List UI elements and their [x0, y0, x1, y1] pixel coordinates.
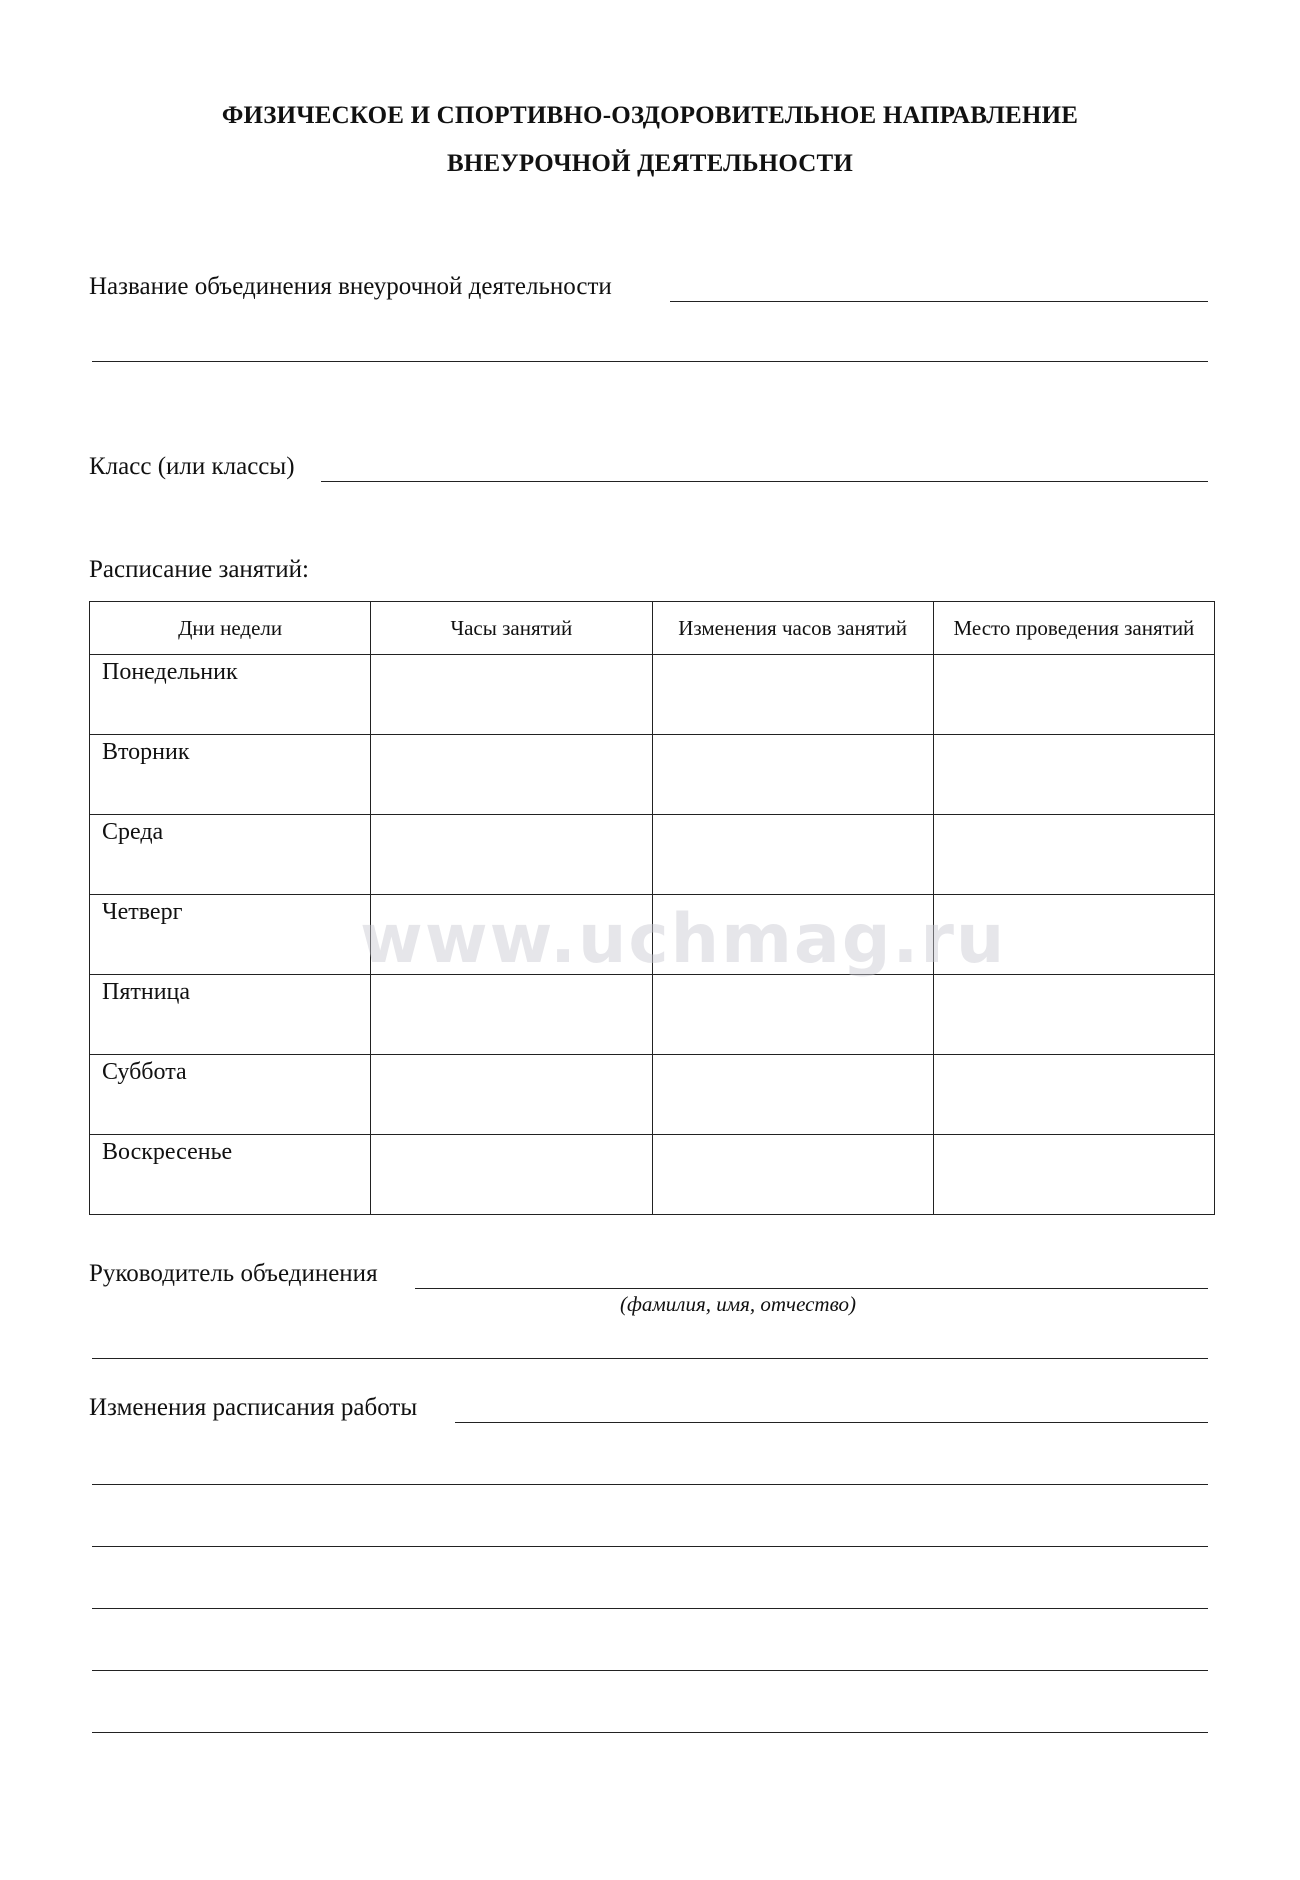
day-cell-thursday: Четверг — [90, 895, 371, 975]
hours-cell[interactable] — [371, 735, 652, 815]
table-row — [90, 655, 1215, 735]
class-label: Класс (или классы) — [89, 453, 295, 480]
location-cell[interactable] — [933, 975, 1214, 1055]
table-row — [90, 735, 1215, 815]
schedule-changes-line[interactable] — [92, 1546, 1208, 1547]
column-header-hour-changes: Изменения часов занятий — [652, 602, 933, 655]
location-cell[interactable] — [933, 1135, 1214, 1215]
schedule-label: Расписание занятий: — [89, 556, 309, 583]
location-cell[interactable] — [933, 735, 1214, 815]
schedule-changes-line[interactable] — [92, 1484, 1208, 1485]
hours-cell[interactable] — [371, 655, 652, 735]
hour-changes-cell[interactable] — [652, 735, 933, 815]
leader-field-continuation[interactable] — [92, 1358, 1208, 1359]
leader-field-hint: (фамилия, имя, отчество) — [620, 1292, 856, 1316]
hours-cell[interactable] — [371, 815, 652, 895]
hours-cell[interactable] — [371, 1135, 652, 1215]
class-field[interactable] — [321, 481, 1208, 482]
column-header-location: Место проведения занятий — [933, 602, 1214, 655]
hour-changes-cell[interactable] — [652, 975, 933, 1055]
leader-label: Руководитель объединения — [89, 1260, 378, 1287]
day-cell-tuesday: Вторник — [90, 735, 371, 815]
day-cell-wednesday: Среда — [90, 815, 371, 895]
hour-changes-cell[interactable] — [652, 895, 933, 975]
schedule-changes-line[interactable] — [92, 1732, 1208, 1733]
day-cell-saturday: Суббота — [90, 1055, 371, 1135]
day-cell-friday: Пятница — [90, 975, 371, 1055]
schedule-changes-label: Изменения расписания работы — [89, 1394, 418, 1421]
hour-changes-cell[interactable] — [652, 1135, 933, 1215]
hours-cell[interactable] — [371, 895, 652, 975]
leader-field[interactable] — [415, 1288, 1208, 1289]
location-cell[interactable] — [933, 815, 1214, 895]
hours-cell[interactable] — [371, 975, 652, 1055]
table-row — [90, 895, 1215, 975]
location-cell[interactable] — [933, 1055, 1214, 1135]
association-name-label: Название объединения внеурочной деятельности — [89, 273, 612, 300]
hour-changes-cell[interactable] — [652, 815, 933, 895]
hour-changes-cell[interactable] — [652, 1055, 933, 1135]
day-cell-sunday: Воскресенье — [90, 1135, 371, 1215]
schedule-changes-line[interactable] — [92, 1608, 1208, 1609]
table-row — [90, 1135, 1215, 1215]
schedule-header-row — [90, 602, 1215, 655]
column-header-days: Дни недели — [90, 602, 371, 655]
schedule-changes-field[interactable] — [455, 1422, 1208, 1423]
page-title-line-1: ФИЗИЧЕСКОЕ И СПОРТИВНО-ОЗДОРОВИТЕЛЬНОЕ НАПРАВЛЕНИЕ — [221, 102, 1079, 129]
table-row — [90, 1055, 1215, 1135]
column-header-hours: Часы занятий — [371, 602, 652, 655]
association-name-field[interactable] — [670, 301, 1208, 302]
association-name-field-continuation[interactable] — [92, 361, 1208, 362]
page-title-line-2: ВНЕУРОЧНОЙ ДЕЯТЕЛЬНОСТИ — [446, 150, 854, 177]
hour-changes-cell[interactable] — [652, 655, 933, 735]
watermark: www.uchmag.ru — [360, 900, 1007, 979]
table-row — [90, 975, 1215, 1055]
day-cell-monday: Понедельник — [90, 655, 371, 735]
location-cell[interactable] — [933, 655, 1214, 735]
location-cell[interactable] — [933, 895, 1214, 975]
schedule-table — [89, 601, 1215, 1215]
schedule-changes-line[interactable] — [92, 1670, 1208, 1671]
hours-cell[interactable] — [371, 1055, 652, 1135]
table-row — [90, 815, 1215, 895]
